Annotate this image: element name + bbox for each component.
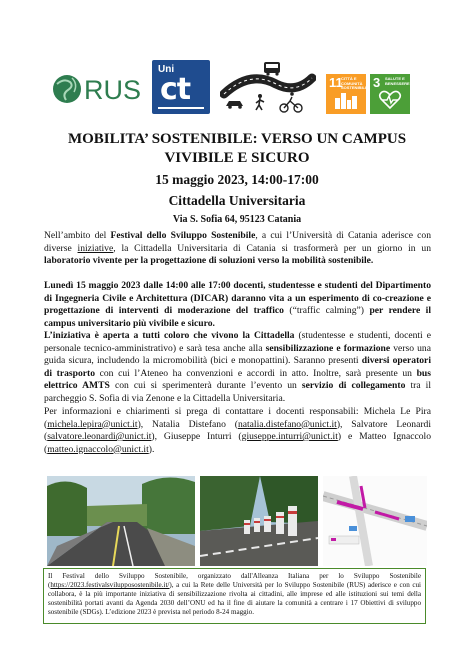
city-icon <box>334 90 358 110</box>
intro-paragraph <box>44 230 431 268</box>
sdg-3-text: SALUTE E BENESSERE <box>385 76 410 86</box>
text-run: con cui l’Ateneo ha convenzioni e accordi in atto. Inoltre, sarà presente un <box>95 367 417 379</box>
bicycle-icon <box>280 92 302 112</box>
unict-logo-bar <box>158 107 204 109</box>
sustainable-mobility-logo <box>220 58 316 116</box>
email-link-inturri[interactable]: giuseppe.inturri@unict.it <box>241 431 338 442</box>
audience-paragraph <box>44 330 431 405</box>
sdg-11-number: 11 <box>329 75 343 90</box>
sdg-11-text: CITTÀ E COMUNITÀ SOSTENIBILI <box>341 76 367 90</box>
text-run: (studentesse e studenti, docenti e personale tecnico-amministrativo) e sarà tesa anche alla <box>44 330 431 354</box>
bollards-photo <box>200 476 318 566</box>
unict-logo <box>152 60 210 114</box>
festival-name: Festival dello Sviluppo Sostenibile <box>110 230 256 241</box>
event-venue: Cittadella Universitaria <box>168 193 306 208</box>
text-run: ), Giuseppe Inturri ( <box>151 431 242 442</box>
rus-logo <box>52 72 140 106</box>
text-run: Nell’ambito del <box>44 230 111 241</box>
pedestrian-icon <box>256 94 264 110</box>
sdg-3-logo <box>370 74 410 114</box>
sdg-11-logo <box>326 74 366 114</box>
text-bold: servizio di collegamento <box>301 380 406 391</box>
event-paragraph <box>44 280 431 330</box>
rus-logo-text: RUS <box>84 75 142 105</box>
living-lab-text: laboratorio vivente per la progettazione di soluzioni verso la mobilità sostenibile. <box>44 255 374 266</box>
text-run: ), a cui la Rete delle Università per lo Sviluppo Sostenibile (RUS) aderisce e con cui collabora, è la più importante iniziativa di sensibilizzazione rivolta ai cittadini, alle imprese ed alle istituzioni sui temi della sostenibilità portati avanti da Agenda 2030 dell’ONU ed ha il fine di aiutare la comunità a centrare i 17 Obiettivi di sviluppo sostenibile (SDGs). L’edizione 2023 è prevista nel periodo 8-24 maggio. <box>48 581 421 617</box>
event-date: 15 maggio 2023, 14:00-17:00 <box>155 172 319 187</box>
text-bold: diversi operatori di trasporto <box>44 355 431 379</box>
text-run: ), Salvatore Leonardi ( <box>44 418 432 442</box>
contacts-paragraph <box>44 406 431 456</box>
page-title <box>0 130 474 168</box>
text-run: verso una guida sicura, includendo la micromobilità (bici e monopattini). Saranno presenti <box>44 342 431 366</box>
heartbeat-icon <box>378 90 402 110</box>
iniziative-link[interactable]: iniziative <box>77 242 114 254</box>
event-goal-bold: per rendere il campus universitario più vivibile e sicuro. <box>44 305 432 329</box>
logos-row <box>52 58 422 116</box>
text-run: ). <box>148 443 155 455</box>
email-link-lepira[interactable]: michela.lepira@unict.it <box>47 418 138 430</box>
bus-icon <box>264 62 280 76</box>
email-link-leonardi[interactable]: salvatore.leonardi@unict.it <box>47 431 152 442</box>
unict-logo-ct: ct <box>160 72 191 107</box>
plan-map-image <box>323 476 427 566</box>
unict-logo-uni: Uni <box>158 64 175 75</box>
festival-website-link[interactable]: https://2023.festivalsvilupposostenibile.it/ <box>50 581 170 590</box>
text-bold: sensibilizzazione e formazione <box>265 342 391 354</box>
text-run: Il Festival dello Sviluppo Sostenibile, organizzato dall'Alleanza Italiana per lo Sviluppo Sostenibile ( <box>48 572 421 590</box>
text-run: (“traffic calming”) <box>283 305 370 316</box>
text-run: tra il parcheggio S. Sofia di via Zenone e la Cittadella Universitaria. <box>44 380 432 404</box>
festival-info-box <box>43 568 426 624</box>
text-run: , la Cittadella Universitaria di Catania si trasformerà per un giorno in un <box>113 242 431 254</box>
text-run: ) e Matteo Ignaccolo ( <box>44 431 431 455</box>
event-address: Via S. Sofia 64, 95123 Catania <box>172 214 302 225</box>
text-run: ), Natalia Distefano ( <box>137 418 238 430</box>
sdg-3-number: 3 <box>373 75 381 90</box>
text-run: con cui si sperimenterà durante l’evento un <box>109 380 302 391</box>
text-bold: L’iniziativa è aperta a tutti coloro che vivono la Cittadella <box>44 330 295 341</box>
title-line-1: MOBILITA’ SOSTENIBILE: VERSO UN CAMPUS <box>67 131 407 147</box>
email-link-ignaccolo[interactable]: matteo.ignaccolo@unict.it <box>47 443 149 455</box>
road-photo <box>47 476 195 566</box>
car-icon <box>226 101 243 109</box>
event-description-bold: Lunedì 15 maggio 2023 dalle 14:00 alle 17:00 docenti, studentesse e studenti del Dipartimento di Ingegneria Civile e Architettura (DICAR) daranno vita a un esperimento di co-creazione e progettazione di interventi di moderazione del traffico <box>44 280 431 316</box>
photos-row <box>47 476 427 566</box>
text-run: , a cui l’Università di Catania aderisce con diverse <box>44 230 432 254</box>
email-link-distefano[interactable]: natalia.distefano@unict.it <box>237 418 337 430</box>
text-run: Per informazioni e chiarimenti si prega di contattare i docenti responsabili: Michela Le Pira ( <box>44 406 431 430</box>
title-line-2: VIVIBILE E SICURO <box>164 150 310 166</box>
text-bold: bus elettrico AMTS <box>44 367 431 391</box>
